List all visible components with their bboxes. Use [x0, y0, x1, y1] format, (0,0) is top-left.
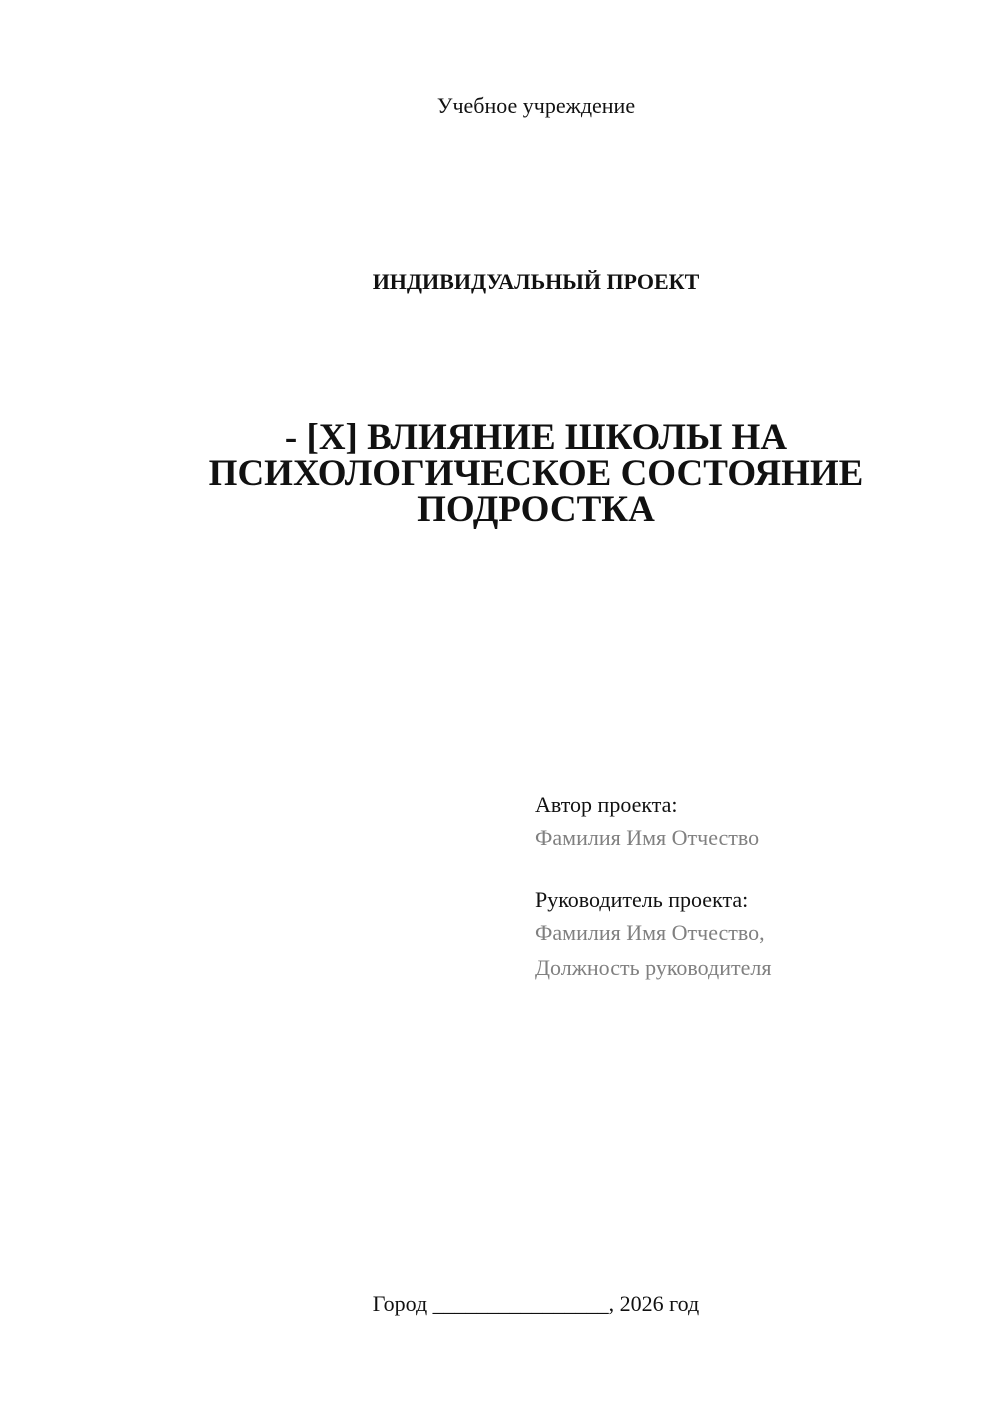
institution-name: Учебное учреждение — [436, 93, 636, 118]
project-title-line-1: - [X] ВЛИЯНИЕ ШКОЛЫ НА — [284, 417, 788, 458]
project-info-block — [535, 790, 975, 985]
project-title-line-3: ПОДРОСТКА — [417, 489, 655, 530]
supervisor-position: Должность руководителя — [535, 955, 772, 980]
city-year-line: Город ________________, 2026 год — [372, 1291, 700, 1316]
supervisor-name: Фамилия Имя Отчество, — [535, 920, 765, 945]
project-title-line-2: ПСИХОЛОГИЧЕСКОЕ СОСТОЯНИЕ — [208, 453, 864, 494]
author-label: Автор проекта: — [535, 792, 678, 817]
author-name: Фамилия Имя Отчество — [535, 825, 760, 850]
project-title — [150, 417, 922, 530]
supervisor-label: Руководитель проекта: — [535, 887, 749, 912]
document-type-heading: ИНДИВИДУАЛЬНЫЙ ПРОЕКТ — [372, 269, 700, 294]
info-spacer — [535, 855, 975, 885]
